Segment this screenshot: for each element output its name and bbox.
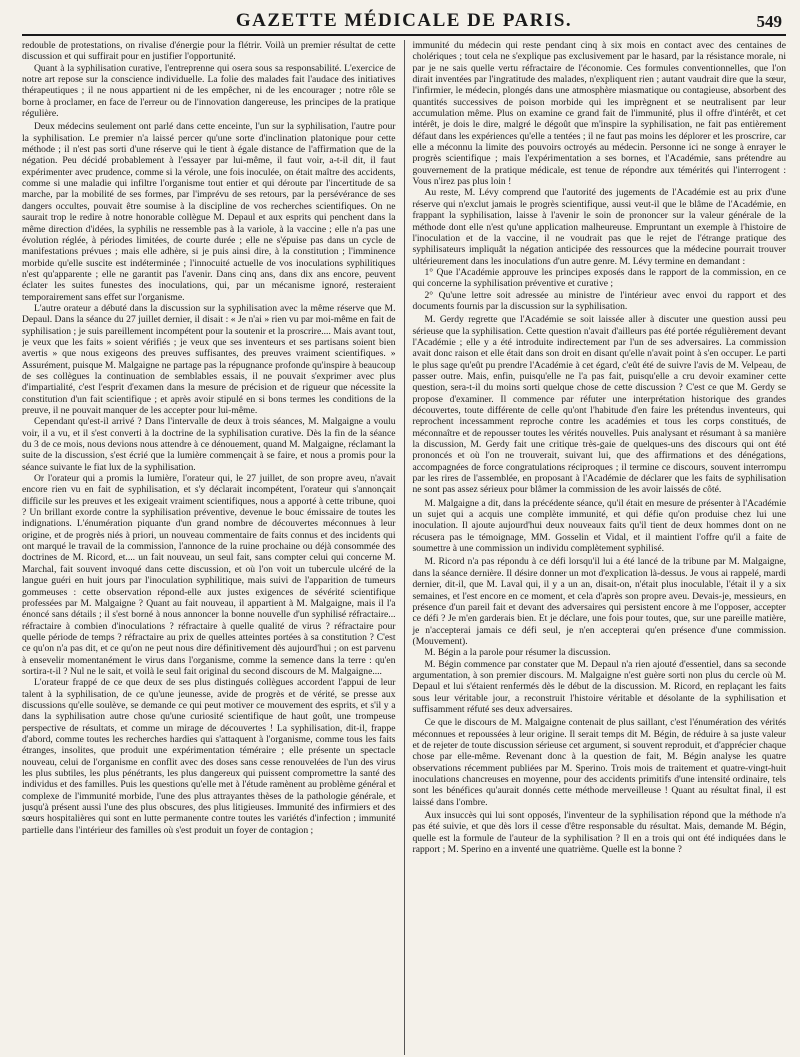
running-header (22, 8, 786, 36)
paragraph: Quant à la syphilisation curative, l'entreprenne qui osera sous sa responsabilité. L'exercice de notre art repose sur la conscience individuelle. La folie des malades fait l'audace des initiatives thérapeutiques ; il ne nous appartient ni de les empêcher, ni de les encourager ; notre rôle se borne à proclamer, en face de l'erreur ou de l'innovation dangereuse, les principes de la pratique régulière. (22, 62, 396, 120)
paragraph: redouble de protestations, on rivalise d'énergie pour la flétrir. Voilà un premier résultat de cette discussion et qui suffirait pour en justifier l'opportunité. (22, 40, 396, 63)
paragraph: M. Gerdy regrette que l'Académie se soit laissée aller à discuter une question aussi peu sérieuse que la syphilisation. Cette question n'avait d'ailleurs pas été portée régulièrement devant l'Académie ; elle y a été introduite indirectement par l'un de ses adversaires. La commission avait donc raison et elle était dans son droit en disant qu'elle n'avait point à s'en occuper. Le parti le plus sage qu'eût pu prendre l'Académie à cet égard, c'eût été de suivre l'avis de M. Velpeau, de passer outre. Mais, enfin, puisqu'elle ne l'a pas fait, puisqu'elle a cru devoir examiner cette question, sera-t-il du moins sorti quelque chose de cette discussion ? C'est ce que M. Gerdy se propose d'examiner. Il commence par réfuter une interprétation historique des grandes découvertes, toute différente de celle qu'ont l'habitude d'en faire les prétendus inventeurs, qui reprochent incessamment reproche contre les académies et tous les corps constitués, de méconnaître et de repousser toutes les vérités nouvelles. Puis analysant et résumant à sa manière la discussion, M. Gerdy fait une critique très-gaie de quelques-uns des discours qui ont été prononcés et où l'on ne trouverait, suivant lui, que des affirmations et des dénégations, accompagnées de force congratulations réciproques ; il termine ce discours, souvent interrompu par les rires de l'assemblée, en proposant à l'Académie de déclarer que les faits de syphilisation ne sont pas assez sérieux pour blâmer la commission de les avoir laissés de côté. (412, 314, 786, 496)
paragraph: 2° Qu'une lettre soit adressée au ministre de l'intérieur avec envoi du rapport et des documents fournis par la discussion sur la syphilisation. (412, 289, 786, 312)
paragraph: Cependant qu'est-il arrivé ? Dans l'intervalle de deux à trois séances, M. Malgaigne a voulu voir, il a vu, et il s'est converti à la doctrine de la syphilisation curative. Dès la fin de la séance du 3 de ce mois, nous devions nous attendre à ce dénouement, quand M. Malgaigne, réclamant la suite de la discussion, s'est écrié que la lumière commençait à se faire, et nous a promis pour la séance suivante le fiat lux de la syphilisation. (22, 416, 396, 473)
page-number: 549 (756, 12, 782, 31)
paragraph: M. Malgaigne a dit, dans la précédente séance, qu'il était en mesure de présenter à l'Académie un sujet qui a acquis une complète immunité, et qui défie qu'on produise chez lui une inoculation. Il ajoute aujourd'hui deux nouveaux faits qu'il tient de deux hommes dont on ne récusera pas le témoignage, MM. Gosselin et Vidal, et il maintient l'offre qu'il a faite de soumettre à une commission un individu complètement syphilisé. (412, 497, 786, 555)
paragraph: M. Bégin commence par constater que M. Depaul n'a rien ajouté d'essentiel, dans sa seconde argumentation, à son premier discours. M. Malgaigne n'est guère sorti non plus du cercle où M. Depaul et lui s'étaient renfermés dès le début de la discussion. M. Ricord, en replaçant les faits sous leur véritable jour, a reconstruit l'histoire véritable et désolante de la syphilisation et suffisamment réfuté ses deux adversaires. (412, 658, 786, 715)
paragraph: immunité du médecin qui reste pendant cinq à six mois en contact avec des centaines de cholériques ; tout cela ne s'explique pas exclusivement par le hasard, par la résistance morale, ni par je ne sais quelle vertu réfractaire de l'économie. Ces formules conventionnelles, que l'on dirait inventées par l'ingratitude des malades, n'expliquent rien ; autant vaudrait dire que la sœur, l'infirmier, le médecin, plongés dans une atmosphère miasmatique ou contagieuse, absorbent des quantités successives de poison morbide qui les imprègnent et se neutralisent par leur accumulation même. Plus on examine ce grand fait de l'immunité, plus il offre d'intérêt, et cet intérêt, je dois le dire, malgré le dégoût que m'inspire la syphilisation, ne fait pas entièrement défaut dans les expériences qu'elle a tentées ; il ne faut pas moins les déplorer et les proscrire, car elle a méconnu la limite des pouvoirs octroyés au médecin. Personne ici ne songe à enrayer le progrès scientifique ; mais l'expérimentation a ses bornes, et l'Académie, sans prétendre au gouvernement de la pratique médicale, est tenue de répondre aux témérités qui l'interrogent : Vous n'irez pas plus loin ! (412, 40, 786, 188)
paragraph: Deux médecins seulement ont parlé dans cette enceinte, l'un sur la syphilisation, l'autre pour la syphilisation. Le premier n'a laissé percer qu'une sorte d'inclination platonique pour cette méthode ; il n'est pas sorti d'une réserve qui le tient à égale distance de l'affirmation que de la négation. Peu décidé probablement à l'essayer par lui-même, il faut voir, a-t-il dit, il faut expérimenter avec prudence, comme si la vérole, une fois inoculée, on était maître des accidents, comme si une maladie qui infiltre l'organisme tout entier et qui déroute par l'incertitude de sa marche, par la mobilité de ses formes, par l'imprévu de ses retours, par la persévérance de ses dangers occultes, pouvait être soumise à la discipline de vos recherches scientifiques. On ne saurait trop le redire à notre honorable collègue M. Depaul et aux esprits qui penchent dans la même direction d'idées, la syphilis ne ressemble pas à la variole, à la vaccine ; elle n'a pas une évolution réglée, à périodes limitées, de courte durée ; elle ne s'épuise pas dans un cycle de manifestations prévues ; mais elle adhère, si je puis ainsi dire, à la constitution ; l'imminence morbide qu'elle suscite est indéterminée ; l'innocuité actuelle de vos inoculations syphilitiques n'est qu'apparente ; elle ne garantit pas l'avenir. Dans cinq ans, dans dix ans encore, peuvent éclater les suites funestes des inoculations, qui, par un mécanisme ignoré, resteraient temporairement sans effet sur l'organisme. (22, 121, 396, 303)
article-body (22, 40, 786, 1055)
paragraph: M. Ricord n'a pas répondu à ce défi lorsqu'il lui a été lancé de la tribune par M. Malgaigne, dans la séance dernière. Il désire donner un mot d'explication là-dessus. Je vous ai rappelé, mardi dernier, dit-il, que M. Laval qui, il y a un an, disait-on, n'était plus inoculable, l'était il y a six semaines, et l'est encore en ce moment, et cela d'après son propre aveu. Devais-je, messieurs, en présence d'un pareil fait et devant des adversaires qui persistent encore à me l'opposer, accepter ce défi ? Je m'en garderais bien. Et je déclare, une fois pour toutes, que, sur une pareille matière, je n'accepterai jamais ce défi seul, je n'en accepterai qu'en présence d'une commission. (Mouvement). (412, 556, 786, 647)
paragraph: Ce que le discours de M. Malgaigne contenait de plus saillant, c'est l'énumération des vérités méconnues et repoussées à leur origine. Il serait temps dit M. Bégin, de réduire à sa juste valeur et de rejeter de toute discussion sérieuse cet argument, si souvent reproduit, et d'apprécier chaque chose par elle-même. Revenant donc à la question de fait, M. Bégin analyse les quatre observations récemment publiées par M. Sperino. Trois mois de traitement et quatre-vingt-huit inoculations chancreuses en moyenne, pour des accidents primitifs d'une intensité ordinaire, tels sont les bénéfices qu'aurait donnés cette méthode merveilleuse ! Quant au résultat final, il est laissé dans l'ombre. (412, 717, 786, 808)
right-column (404, 40, 787, 1055)
left-column (22, 40, 404, 1055)
paragraph: Aux insuccès qui lui sont opposés, l'inventeur de la syphilisation répond que la méthode n'a pas été suivie, et que dès lors il cesse d'être responsable du résultat. Mais, demande M. Bégin, quelle est la formule de l'auteur de la syphilisation ? Il en a trois qui ont été indiquées dans le rapport ; M. Sperino en a inventé une quatrième. Quelle est la bonne ? (412, 810, 786, 856)
paragraph: L'autre orateur a débuté dans la discussion sur la syphilisation avec la même réserve que M. Depaul. Dans la séance du 27 juillet dernier, il disait : « Je n'ai » rien vu par moi-même en fait de syphilisation ; je suis pareillement incompétent pour la soutenir et la proscrire.... Mais avant tout, je veux que les faits » soient vérifiés ; je veux que ses inventeurs et ses partisans soient bien avertis » que nous exigeons des preuves suffisantes, des preuves vraiment scientifiques. » Assurément, puisque M. Malgaigne ne partage pas la répugnance profonde qu'inspire à beaucoup de ses collègues la continuation de semblables essais, il ne pouvait s'exprimer avec plus d'impartialité, c'est l'esprit d'examen dans la mesure de précision et de rigueur que nécessite la constitution d'un fait scientifique ; et après avoir stipulé en si bons termes les conditions de la preuve, il ne pouvait manquer de les accepter pour lui-même. (22, 302, 396, 416)
paragraph: L'orateur frappé de ce que deux de ses plus distingués collègues accordent l'appui de leur talent à la syphilisation, de ce qu'une jeunesse, avide de progrès et de vérité, se presse aux discussions qu'elle soulève, se demande ce qui peut motiver ce mouvement des esprits, et s'il y a dans la syphilisation autre chose qu'une curiosité scientifique de haut goût, une trompeuse perspective de résultats, et comme un mirage de découvertes ! La syphilisation, dit-il, frappe d'abord, comme toutes les recherches hardies qui s'attaquent à l'organisme, comme tous les faits étranges, insolites, que produit une expérimentation téméraire ; elle présente un spectacle nouveau, celui de l'organisme en conflit avec des doses sans cesse renouvelées de l'un des virus les plus subtiles, les plus pénétrants, les plus dangereux qui puissent compromettre la santé des individus et des familles. Puis les questions qu'elle met à l'étude ramènent au problème général et complexe de l'immunité morbide, l'une des plus attrayantes thèses de la pathologie générale, et jusqu'à présent aussi l'une des plus obscures, des plus litigieuses. Immunité des infirmiers et des sœurs hospitalières qui sont en lutte permanente contre toutes les variétés d'infection ; immunité partielle dans l'intérieur des familles où s'est produit un foyer de contagion ; (22, 677, 396, 836)
paragraph: M. Bégin a la parole pour résumer la discussion. (424, 647, 611, 659)
paragraph: Au reste, M. Lévy comprend que l'autorité des jugements de l'Académie est au prix d'une réserve qui n'exclut jamais le progrès scientifique, aussi veut-il que le blâme de l'Académie, en frappant la syphilisation, laisse à l'avenir le soin de prononcer sur la valeur générale de la méthode dont elle n'est qu'une application malheureuse. Empruntant un exemple à l'histoire de l'inoculation et de la vaccine, il ne voudrait pas que le rejet de l'étrange pratique des syphilisateurs impliquât la négation anticipée des ressources que la médecine pourrait trouver ultérieurement dans les inoculations d'un autre genre. M. Lévy termine en demandant : (412, 187, 786, 267)
paragraph: 1° Que l'Académie approuve les principes exposés dans le rapport de la commission, en ce qui concerne la syphilisation préventive et curative ; (412, 266, 786, 290)
journal-title: GAZETTE MÉDICALE DE PARIS. (235, 10, 573, 31)
paragraph: Or l'orateur qui a promis la lumière, l'orateur qui, le 27 juillet, de son propre aveu, n'avait encore rien vu en fait de syphilisation, et s'y déclarait incompétent, l'orateur qui s'annonçait difficile sur les preuves et les exigeait vraiment scientifiques, nous a apporté à cette tribune, quoi ? Un brillant exorde contre la syphilisation préventive, devenue le bouc émissaire de toutes les indignations. L'énumération piquante d'un grand nombre de découvertes méconnues à leur origine, et de progrès niés à priori, un nouveau commentaire de faits connus et des incidents qui ont marqué le travail de la commission, l'annonce de la ruine prochaine ou déjà consommée des doctrines de M. Ricord, et.... un fait nouveau, un seul fait, sans compter celui qui concerne M. Marchal, fait souvent invoqué dans cette discussion, et où l'on voit un tubercule ulcéré de la langue guéri en huit jours par l'inoculation syphilitique, mais suivi de l'apparition de tumeurs gommeuses : cette observation répond-elle aux justes exigences de sévérité scientifique professées par M. Malgaigne ? Quant au fait nouveau, il appartient à M. Malgaigne, mais il l'a énoncé sans détails ; il s'est borné à nous annoncer la bonne nouvelle d'un syphilisé réfractaire... réfractaire à combien d'inoculations ? réfractaire à quelle qualité de virus ? réfractaire pour quelle période de temps ? réfractaire au prix de quelles atteintes portées à sa constitution ? C'est ce qu'on n'a pas dit, et ce qu'on ne peut nous dire définitivement dès aujourd'hui ; on est parvenu à ensevelir momentanément le virus dans l'organisme, comme la semence dans la terre : qu'en sortira-t-il ? Nul ne le sait, et voilà le seul fait original du second discours de M. Malgaigne.... (22, 473, 396, 677)
